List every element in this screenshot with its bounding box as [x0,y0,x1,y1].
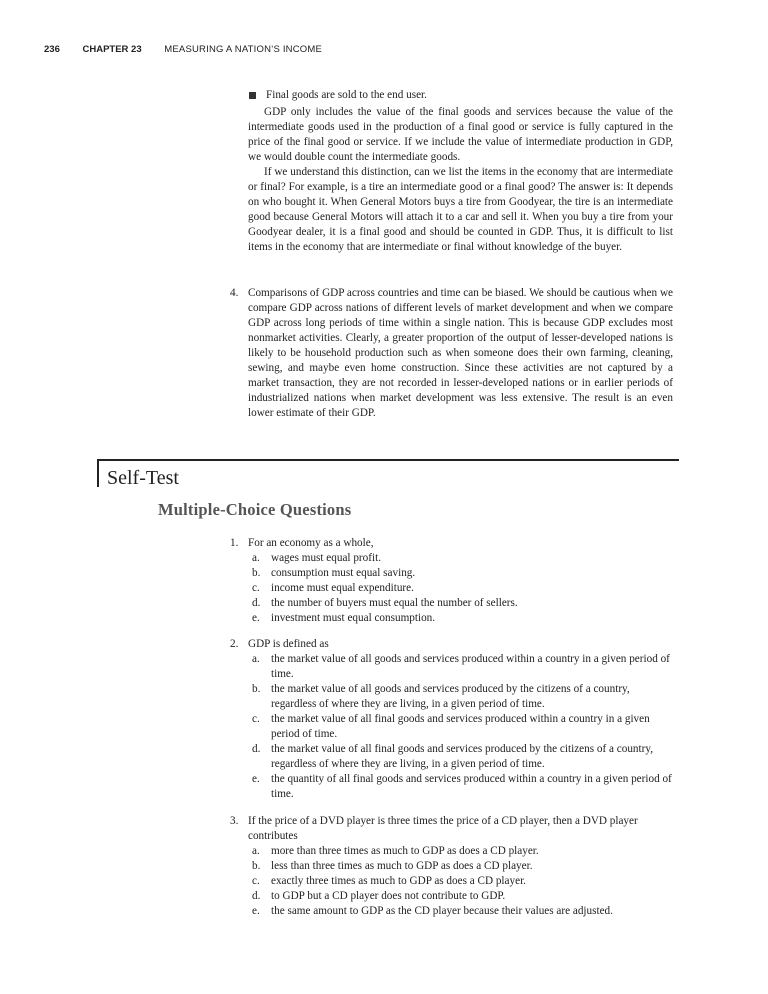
answer-option [248,551,673,566]
answer-option [248,611,673,626]
option-text: the market value of all final goods and services produced by the citizens of a country, regardless of where they are living, in a given period of time. [271,743,654,770]
option-text: consumption must equal saving. [271,567,416,579]
option-text: to GDP but a CD player does not contribute to GDP. [271,890,506,902]
question-number: 1. [230,537,239,549]
chapter-title: MEASURING A NATION’S INCOME [164,44,323,55]
option-text: the same amount to GDP as the CD player because their values are adjusted. [271,905,613,917]
option-text: the quantity of all final goods and services produced within a country in a given period of time. [271,773,672,800]
chapter-label: CHAPTER 23 [82,44,142,55]
option-letter: e. [252,612,260,624]
option-text: income must equal expenditure. [271,582,414,594]
answer-option [248,844,673,859]
option-letter: d. [252,743,261,755]
subsection-title: Multiple-Choice Questions [158,500,352,519]
option-text: the number of buyers must equal the number of sellers. [271,597,518,609]
item-number: 4. [230,287,239,299]
option-letter: d. [252,890,261,902]
option-letter: a. [252,653,260,665]
option-text: less than three times as much to GDP as does a CD player. [271,860,533,872]
bullet-item [248,88,673,103]
final-goods-block [248,88,673,255]
answer-option [248,859,673,874]
question-3 [230,814,673,919]
answer-option [248,566,673,581]
question-number: 2. [230,638,239,650]
option-text: exactly three times as much to GDP as does a CD player. [271,875,526,887]
option-letter: c. [252,875,260,887]
paragraph: If we understand this distinction, can we list the items in the economy that are intermediate or final? For example, is a tire an intermediate good or a final good? The answer is: It depends on who bought it. When General Motors buys a tire from Goodyear, the tire is an intermediate good because General Motors will attach it to a car and sell it. When you buy a tire from your Goodyear dealer, it is a final good and should be counted in GDP. Thus, it is difficult to list items in the economy that are intermediate or final without knowledge of the buyer. [248,166,673,253]
answer-option [248,742,673,772]
option-letter: c. [252,713,260,725]
page-number: 236 [44,44,60,55]
option-letter: a. [252,845,260,857]
option-letter: e. [252,773,260,785]
section-title: Self-Test [107,467,179,489]
option-letter: c. [252,582,260,594]
option-letter: b. [252,567,261,579]
option-letter: b. [252,860,261,872]
option-letter: d. [252,597,261,609]
running-header [44,44,322,55]
item-text: Comparisons of GDP across countries and time can be biased. We should be cautious when we compare GDP across nations of different levels of market development and when we compare GDP across long periods of time within a single nation. This is because GDP excludes most nonmarket activities. Clearly, a greater proportion of the output of lesser-developed nations is likely to be household production such as when someone does their own farming, cleaning, sewing, and maybe even home construction. Since these activities are not captured by a market transaction, they are not recorded in lesser-developed nations or in earlier periods of industrialized nations when market development was less extensive. The result is an even lower estimate of their GDP. [248,287,673,419]
answer-option [248,682,673,712]
self-test-rule [97,459,679,487]
question-stem: GDP is defined as [248,638,329,650]
answer-option [248,874,673,889]
option-text: wages must equal profit. [271,552,381,564]
answer-option [248,596,673,611]
option-letter: a. [252,552,260,564]
option-text: the market value of all goods and services produced by the citizens of a country, regardless of where they are living, in a given period of time. [271,683,630,710]
answer-option [248,712,673,742]
answer-option [248,652,673,682]
answer-option [248,889,673,904]
question-1 [230,536,673,626]
bullet-text: Final goods are sold to the end user. [266,89,427,101]
option-text: the market value of all goods and services produced within a country in a given period of time. [271,653,670,680]
option-text: more than three times as much to GDP as does a CD player. [271,845,539,857]
option-text: investment must equal consumption. [271,612,436,624]
option-letter: e. [252,905,260,917]
question-stem: If the price of a DVD player is three times the price of a CD player, then a DVD player contributes [248,815,638,842]
paragraph: GDP only includes the value of the final goods and services because the value of the intermediate goods used in the production of a final good or service is fully captured in the price of the final good or service. If we include the value of intermediate production in GDP, we would double count the intermediate goods. [248,106,673,163]
square-bullet-icon [249,92,256,99]
answer-option [248,904,673,919]
option-text: the market value of all final goods and services produced within a country in a given period of time. [271,713,650,740]
answer-option [248,772,673,802]
option-letter: b. [252,683,261,695]
numbered-item-4 [230,286,673,421]
question-stem: For an economy as a whole, [248,537,374,549]
answer-option [248,581,673,596]
question-2 [230,637,673,802]
question-number: 3. [230,815,239,827]
